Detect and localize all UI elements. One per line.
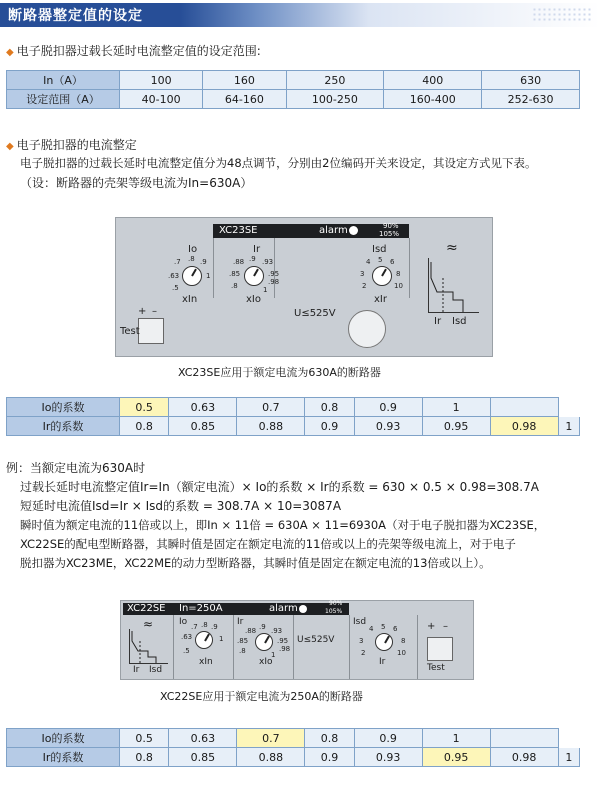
tick: 1 — [263, 286, 268, 294]
panel1-voltage: U≤525V — [294, 308, 336, 319]
tick: .85 — [237, 637, 249, 645]
panel1-round-button[interactable] — [348, 310, 386, 348]
example-l2: 短延时电流值Isd=Ir × Isd的系数 = 308.7A × 10=3087A — [20, 499, 342, 513]
panel2-graph-isd: Isd — [149, 665, 163, 675]
xc22se-panel — [120, 600, 474, 680]
panel1-minus: – — [152, 306, 157, 317]
coef-cell: 0.98 — [490, 417, 558, 436]
coef-cell: 1 — [422, 398, 490, 417]
coef-cell: 1 — [422, 729, 490, 748]
tick: 8 — [401, 637, 406, 645]
range-cell: 252-630 — [482, 90, 580, 109]
example-l4: XC22SE的配电型断路器，其瞬时值是固定在额定电流的11倍或以上的壳架等级电流上，对于电子 — [20, 537, 516, 551]
io-dial-knob[interactable] — [182, 266, 202, 286]
coef-cell: 0.8 — [120, 417, 169, 436]
coef-cell: 0.95 — [422, 748, 490, 767]
tick: .7 — [174, 258, 181, 266]
ir-dial-knob[interactable] — [255, 633, 273, 651]
wave-icon: ≈ — [143, 617, 154, 631]
section2-heading: ◆ 电子脱扣器的电流整定 — [6, 136, 137, 153]
caption1: XC23SE应用于额定电流为630A的断路器 — [178, 366, 381, 379]
range-row2-label: 设定范围（A） — [7, 90, 120, 109]
coef-cell: 0.93 — [354, 417, 422, 436]
io-coef-label: Io的系数 — [7, 729, 120, 748]
tick: .9 — [211, 623, 218, 631]
section-header — [0, 3, 600, 27]
panel2-rating: In=250A — [179, 603, 223, 614]
panel2-alarm: alarm — [269, 603, 298, 614]
tick: 10 — [397, 649, 406, 657]
tick: 10 — [394, 282, 403, 290]
panel2-voltage: U≤525V — [297, 635, 335, 645]
tick: 3 — [359, 637, 364, 645]
example-l5: 脱扣器为XC23ME，XC22ME的动力型断路器，其瞬时值是固定在额定电流的13倍或以上）。 — [20, 556, 491, 570]
tick: .7 — [191, 623, 198, 631]
tick: .9 — [249, 255, 256, 263]
coef-cell: 0.88 — [237, 417, 305, 436]
tick: .93 — [262, 258, 274, 266]
tick: .8 — [231, 282, 238, 290]
section1-heading: ◆ 电子脱扣器过载长延时电流整定值的设定范围: — [6, 42, 261, 59]
tick: 5 — [378, 256, 383, 264]
panel1-plus: + — [138, 306, 147, 317]
coef-cell: 0.95 — [422, 417, 490, 436]
panel2-plus: + — [427, 621, 436, 632]
coef-cell — [558, 729, 579, 748]
page-title: 断路器整定值的设定 — [8, 8, 143, 24]
panel1-topbar — [213, 224, 409, 238]
panel2-trip-curve — [129, 629, 168, 664]
range-cell: 100 — [120, 71, 203, 90]
range-cell: 630 — [482, 71, 580, 90]
panel1-io-label: Io — [188, 244, 198, 255]
coef-cell: 1 — [558, 748, 579, 767]
tick: .8 — [188, 255, 195, 263]
tick: 4 — [369, 625, 374, 633]
coef-cell: 0.93 — [354, 748, 422, 767]
wave-icon: ≈ — [446, 240, 458, 256]
panel2-io-unit: xIn — [199, 657, 213, 667]
panel1-alarm: alarm — [319, 225, 348, 236]
coef-cell: 0.7 — [237, 729, 305, 748]
tick: .95 — [277, 637, 289, 645]
panel1-io-unit: xIn — [182, 294, 198, 305]
tick: .85 — [229, 270, 241, 278]
tick: 6 — [390, 258, 395, 266]
range-row1-label: In（A） — [7, 71, 120, 90]
range-cell: 40-100 — [120, 90, 203, 109]
tick: 2 — [362, 282, 367, 290]
tick: .5 — [172, 284, 179, 292]
panel1-isd-unit: xIr — [374, 294, 387, 305]
coef-cell: 1 — [558, 417, 579, 436]
io-coef-label: Io的系数 — [7, 398, 120, 417]
panel1-ir-unit: xIo — [246, 294, 261, 305]
coef-cell: 0.5 — [120, 398, 169, 417]
coef-cell: 0.85 — [169, 417, 237, 436]
coef-cell: 0.88 — [237, 748, 305, 767]
coef-cell: 0.9 — [354, 398, 422, 417]
tick: 1 — [271, 651, 276, 659]
tick: .95 — [268, 270, 280, 278]
panel2-isd-label: Isd — [353, 617, 367, 627]
dot-pattern — [532, 7, 592, 23]
alarm-led-icon — [299, 605, 307, 613]
coef-cell: 0.63 — [169, 398, 237, 417]
coef-table-2 — [6, 728, 580, 767]
range-cell: 250 — [286, 71, 384, 90]
panel2-pct-top: 90% — [329, 600, 343, 607]
panel2-model: XC22SE — [127, 603, 166, 614]
panel2-isd-unit: Ir — [379, 657, 386, 667]
range-cell: 100-250 — [286, 90, 384, 109]
panel1-test-label: Test — [120, 326, 140, 337]
tick: .93 — [271, 627, 283, 635]
ir-coef-label: Ir的系数 — [7, 748, 120, 767]
panel2-pct-bot: 105% — [325, 608, 343, 615]
tick: 3 — [360, 270, 365, 278]
panel2-test-label: Test — [427, 663, 445, 673]
coef-table-1 — [6, 397, 580, 436]
tick: .88 — [233, 258, 245, 266]
panel1-graph-isd: Isd — [452, 316, 467, 327]
coef-cell: 0.8 — [305, 729, 354, 748]
tick: 5 — [381, 623, 386, 631]
coef-cell: 0.8 — [120, 748, 169, 767]
tick: 4 — [366, 258, 371, 266]
range-cell: 64-160 — [203, 90, 286, 109]
coef-cell: 0.9 — [305, 417, 354, 436]
panel2-topbar — [123, 600, 349, 615]
isd-dial-knob[interactable] — [372, 266, 392, 286]
io-dial-knob[interactable] — [195, 631, 213, 649]
tick: 6 — [393, 625, 398, 633]
panel1-ir-label: Ir — [253, 244, 261, 255]
panel1-isd-label: Isd — [372, 244, 387, 255]
coef-cell: 0.5 — [120, 729, 169, 748]
example-l1: 过载长延时电流整定值Ir=In（额定电流）× Io的系数 × Ir的系数 = 630 × 0.5 × 0.98=308.7A — [20, 480, 539, 494]
range-table — [6, 70, 580, 109]
tick: 1 — [206, 272, 211, 280]
range-cell: 160-400 — [384, 90, 482, 109]
tick: .9 — [200, 258, 207, 266]
caption2: XC22SE应用于额定电流为250A的断路器 — [160, 690, 363, 703]
panel1-graph-ir: Ir — [434, 316, 442, 327]
tick: 8 — [396, 270, 401, 278]
panel2-graph-ir: Ir — [133, 665, 140, 675]
coef-cell: 0.8 — [305, 398, 354, 417]
example-title: 例：当额定电流为630A时 — [6, 461, 146, 475]
isd-dial-knob[interactable] — [375, 633, 393, 651]
panel1-test-button[interactable] — [138, 318, 164, 344]
panel2-test-button[interactable] — [427, 637, 453, 661]
range-cell: 160 — [203, 71, 286, 90]
panel2-io-label: Io — [179, 617, 188, 627]
panel2-ir-label: Ir — [237, 617, 244, 627]
panel1-pct-bot: 105% — [379, 230, 400, 238]
panel1-model: XC23SE — [219, 225, 258, 236]
section2-line2: （设：断路器的壳架等级电流为In=630A） — [20, 176, 253, 190]
panel1-trip-curve — [428, 258, 479, 313]
coef-cell — [558, 398, 579, 417]
xc23se-panel — [115, 217, 493, 357]
panel2-ir-unit: xIo — [259, 657, 273, 667]
tick: .98 — [268, 278, 280, 286]
coef-cell: 0.85 — [169, 748, 237, 767]
tick: .9 — [259, 623, 266, 631]
tick: .63 — [168, 272, 180, 280]
tick: 2 — [361, 649, 366, 657]
coef-cell: 0.9 — [305, 748, 354, 767]
tick: .88 — [245, 627, 257, 635]
ir-coef-label: Ir的系数 — [7, 417, 120, 436]
tick: .5 — [183, 647, 190, 655]
ir-dial-knob[interactable] — [244, 266, 264, 286]
coef-cell: 0.63 — [169, 729, 237, 748]
section2-line1: 电子脱扣器的过载长延时电流整定值分为48点调节，分别由2位编码开关来设定，其设定方式见下表。 — [20, 156, 537, 170]
tick: .63 — [181, 633, 193, 641]
alarm-led-icon — [349, 226, 358, 235]
tick: .8 — [239, 647, 246, 655]
coef-cell: 0.9 — [354, 729, 422, 748]
range-cell: 400 — [384, 71, 482, 90]
panel2-minus: – — [443, 621, 448, 632]
coef-cell: 0.98 — [490, 748, 558, 767]
coef-cell — [490, 729, 558, 748]
tick: .8 — [201, 621, 208, 629]
coef-cell: 0.7 — [237, 398, 305, 417]
coef-cell — [490, 398, 558, 417]
tick: .98 — [279, 645, 291, 653]
example-l3: 瞬时值为额定电流的11倍或以上，即In × 11倍 = 630A × 11=6930A（对于电子脱扣器为XC23SE， — [20, 518, 546, 532]
panel1-pct-top: 90% — [383, 222, 399, 230]
tick: 1 — [219, 635, 224, 643]
